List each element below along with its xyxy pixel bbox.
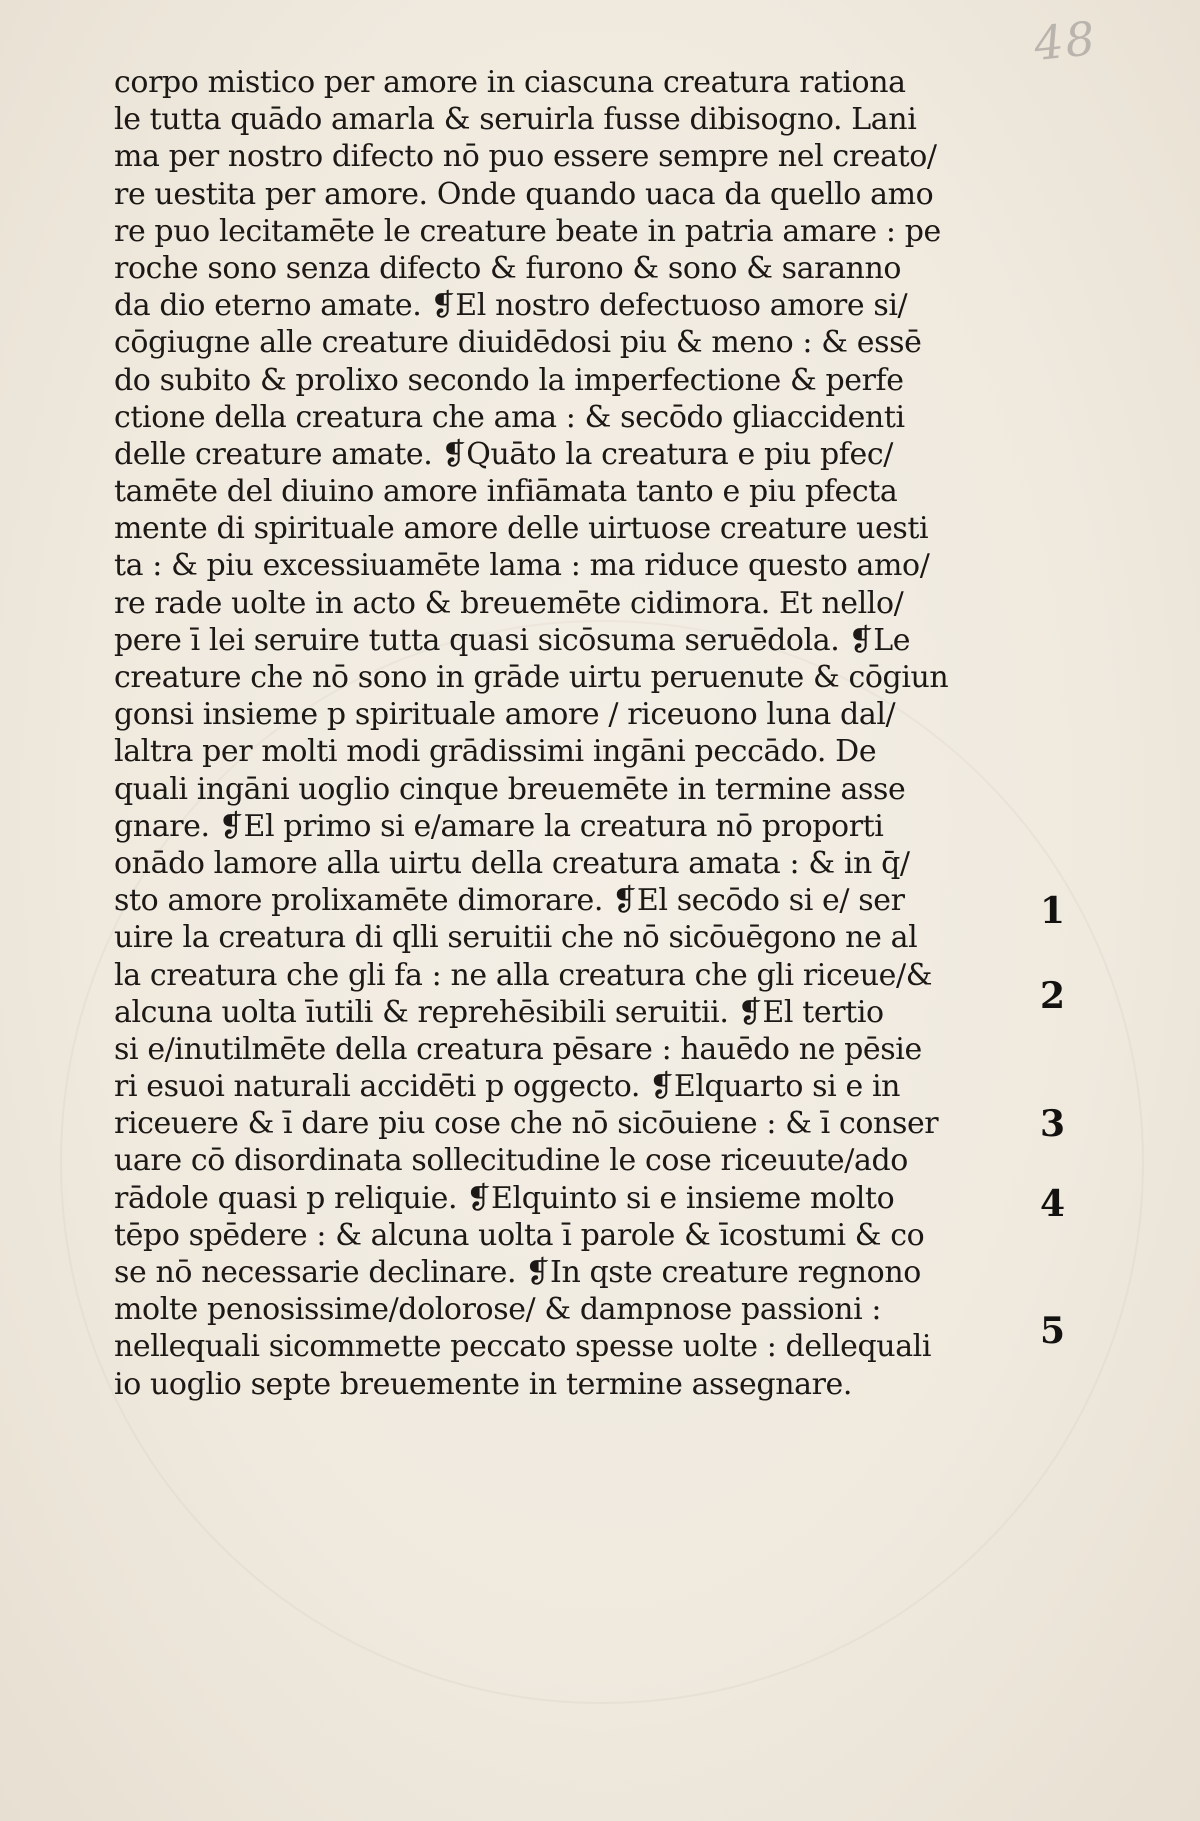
text-line: ri esuoi naturali accidēti p oggecto. ❡Elquarto si e in — [114, 1069, 901, 1105]
text-line: onādo lamore alla uirtu della creatura amata : & in q̄/ — [114, 845, 910, 881]
text-line: uare cō disordinata sollecitudine le cose riceuute/ado — [114, 1143, 908, 1179]
margin-numeral-4: 4 — [1040, 1183, 1066, 1225]
text-line: sto amore prolixamēte dimorare. ❡El secōdo si e/ ser — [114, 883, 905, 919]
text-line: da dio eterno amate. ❡El nostro defectuoso amore si/ — [114, 288, 908, 324]
text-line: si e/inutilmēte della creatura pēsare : hauēdo ne pēsie — [114, 1031, 922, 1067]
text-line: io uoglio septe breuemente in termine assegnare. — [114, 1366, 853, 1402]
text-line: gonsi insieme p spirituale amore / riceuono luna dal/ — [114, 697, 896, 733]
text-line: riceuere & ī dare piu cose che nō sicōuiene : & ī conser — [114, 1106, 939, 1142]
text-line: se nō necessarie declinare. ❡In qste creature regnono — [114, 1255, 921, 1290]
text-line: do subito & prolixo secondo la imperfectione & perfe — [114, 362, 904, 398]
text-line: la creatura che gli fa : ne alla creatura che gli riceue/& — [114, 957, 933, 993]
text-line: nellequali sicommette peccato spesse uolte : dellequali — [114, 1329, 932, 1365]
text-line: uire la creatura di qlli seruitii che nō sicōuēgono ne al — [114, 920, 918, 956]
text-line: pere ī lei seruire tutta quasi sicōsuma seruēdola. ❡Le — [114, 622, 911, 658]
text-line: re puo lecitamēte le creature beate in patria amare : pe — [114, 213, 941, 249]
text-line: re rade uolte in acto & breuemēte cidimora. Et nello/ — [114, 585, 904, 621]
text-line: alcuna uolta īutili & reprehēsibili seruitii. ❡El tertio — [114, 994, 884, 1030]
text-line: delle creature amate. ❡Quāto la creatura e piu pfec/ — [114, 436, 893, 472]
text-line: mente di spirituale amore delle uirtuose creature uesti — [114, 511, 929, 547]
text-line: laltra per molti modi grādissimi ingāni peccādo. De — [114, 734, 877, 770]
text-line: ctione della creatura che ama : & secōdo gliaccidenti — [114, 399, 905, 435]
text-line: le tutta quādo amarla & seruirla fusse dibisogno. Lani — [114, 102, 917, 138]
text-line: molte penosissime/dolorose/ & dampnose passioni : — [114, 1292, 882, 1328]
text-line: tēpo spēdere : & alcuna uolta ī parole & īcostumi & co — [114, 1217, 925, 1253]
margin-numeral-1: 1 — [1040, 890, 1066, 932]
text-line: creature che nō sono in grāde uirtu peruenute & cōgiun — [114, 660, 949, 695]
text-line: ta : & piu excessiuamēte lama : ma riduce questo amo/ — [114, 548, 930, 584]
text-line: quali ingāni uoglio cinque breuemēte in termine asse — [114, 771, 906, 807]
folio-number: 48 — [1031, 10, 1100, 72]
margin-numeral-3: 3 — [1040, 1103, 1066, 1145]
text-line: roche sono senza difecto & furono & sono & saranno — [114, 250, 902, 286]
text-line: rādole quasi p reliquie. ❡Elquinto si e insieme molto — [114, 1180, 895, 1216]
text-line: cōgiugne alle creature diuidēdosi piu & meno : & essē — [114, 325, 922, 361]
text-line: ma per nostro difecto nō puo essere sempre nel creato/ — [114, 139, 937, 175]
text-block — [114, 64, 994, 1403]
margin-numeral-5: 5 — [1040, 1310, 1066, 1352]
margin-numeral-2: 2 — [1040, 975, 1066, 1017]
text-line: tamēte del diuino amore infiāmata tanto e piu pfecta — [114, 474, 898, 510]
text-line: corpo mistico per amore in ciascuna creatura rationa — [114, 65, 906, 100]
text-line: gnare. ❡El primo si e/amare la creatura nō proporti — [114, 808, 884, 844]
text-line: re uestita per amore. Onde quando uaca da quello amo — [114, 176, 934, 212]
